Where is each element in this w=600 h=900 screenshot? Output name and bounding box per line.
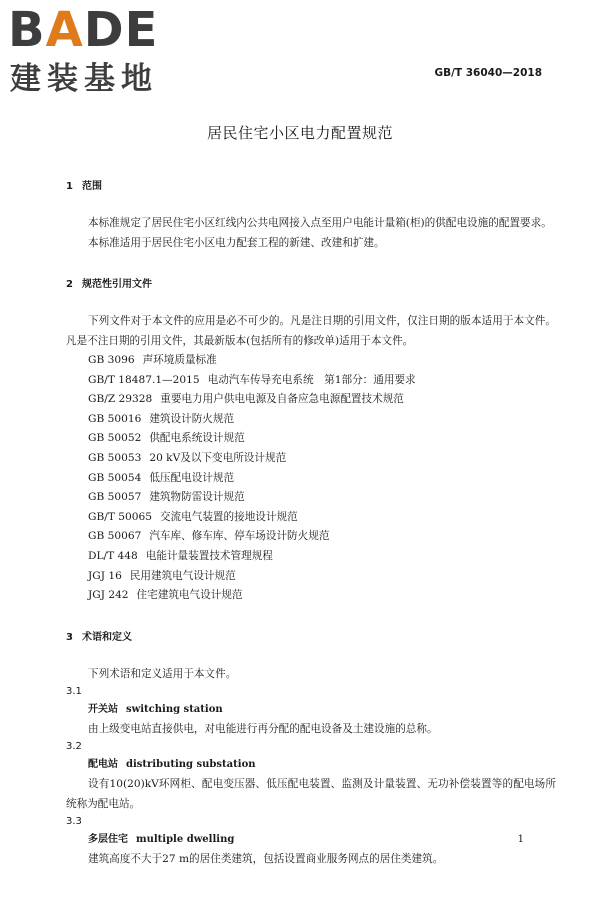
terms-intro: 下列术语和定义适用于本文件。 — [88, 667, 237, 680]
bade-logo — [8, 2, 178, 97]
references-intro: 下列文件对于本文件的应用是必不可少的。凡是注日期的引用文件，仅注日期的版本适用于本文件。凡是不注日期的引用文件，其最新版本(包括所有的修改单)适用于本文件。 — [66, 315, 556, 347]
scope-paragraph-1: 本标准规定了居民住宅小区红线内公共电网接入点至用户电能计量箱(柜)的供配电设施的配置要求。 — [88, 217, 552, 229]
reference-item: GB 50016 建筑设计防火规范 — [88, 412, 235, 425]
term-number: 3.2 — [66, 740, 82, 752]
document-body — [66, 177, 556, 869]
section-heading-terms: 3 术语和定义 — [66, 631, 132, 643]
standard-code: GB/T 36040—2018 — [434, 67, 542, 79]
logo-subtitle: 建装基地 — [10, 61, 158, 97]
section-heading-scope: 1 范围 — [66, 181, 102, 192]
reference-item: GB 50054 低压配电设计规范 — [88, 471, 235, 484]
reference-item: GB 50067 汽车库、修车库、停车场设计防火规范 — [88, 530, 330, 543]
logo-brand-text: BADE — [8, 2, 159, 58]
reference-item: DL/T 448 电能计量装置技术管理规程 — [88, 549, 273, 562]
scope-paragraph-2: 本标准适用于居民住宅小区电力配套工程的新建、改建和扩建。 — [88, 237, 385, 249]
reference-item: GB 50052 供配电系统设计规范 — [88, 432, 245, 445]
term-name: 开关站 switching station — [88, 703, 223, 715]
reference-item: JGJ 16 民用建筑电气设计规范 — [88, 569, 236, 582]
reference-list — [66, 351, 556, 606]
term-number: 3.3 — [66, 815, 82, 827]
logo-accent-letter: A — [45, 2, 84, 58]
reference-item: GB/T 50065 交流电气装置的接地设计规范 — [88, 510, 298, 523]
term-definition: 建筑高度不大于27 m的居住类建筑，包括设置商业服务网点的居住类建筑。 — [88, 852, 444, 865]
term-definition: 由上级变电站直接供电，对电能进行再分配的配电设备及土建设施的总称。 — [88, 722, 438, 735]
document-title: 居民住宅小区电力配置规范 — [206, 124, 393, 142]
reference-item: GB 50053 20 kV及以下变电所设计规范 — [88, 451, 287, 464]
term-number: 3.1 — [66, 685, 82, 697]
reference-item: JGJ 242 住宅建筑电气设计规范 — [88, 589, 243, 602]
reference-item: GB 50057 建筑物防雷设计规范 — [88, 491, 245, 504]
page-number: 1 — [517, 834, 524, 845]
reference-item: GB 3096 声环境质量标准 — [88, 354, 217, 366]
section-heading-references: 2 规范性引用文件 — [66, 279, 152, 290]
reference-item: GB/T 18487.1—2015 电动汽车传导充电系统 第1部分：通用要求 — [88, 373, 416, 386]
reference-item: GB/Z 29328 重要电力用户供电电源及自备应急电源配置技术规范 — [88, 393, 404, 406]
term-definition: 设有10(20)kV环网柜、配电变压器、低压配电装置、监测及计量装置、无功补偿装置等的配电场所统称为配电站。 — [66, 777, 556, 810]
term-name: 多层住宅 multiple dwelling — [88, 833, 235, 845]
term-name: 配电站 distributing substation — [88, 758, 256, 770]
